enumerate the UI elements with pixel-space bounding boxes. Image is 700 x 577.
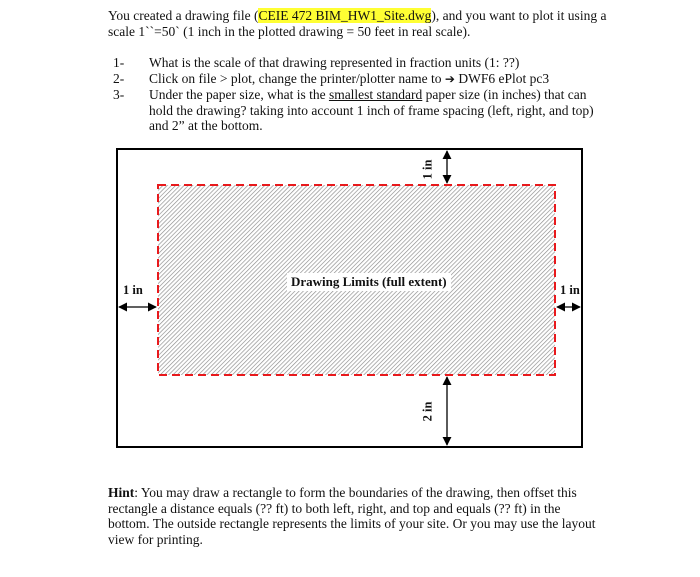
intro-text-before: You created a drawing file ( <box>108 8 259 23</box>
intro-text-after: ), and you want to plot it using a scale 1``=50` (1 inch in the plotted drawing = 50 feet in real scale). <box>108 8 607 39</box>
question-text-before: Under the paper size, what is the <box>149 87 329 102</box>
question-text-after: DWF6 ePlot pc3 <box>454 70 550 86</box>
hint-paragraph <box>108 485 598 547</box>
question-text-after: paper size (in inches) that can hold the drawing? taking into account 1 inch of frame spacing (left, right, and top) and 2” at the bottom. <box>149 87 594 133</box>
question-number: 2- <box>113 70 125 86</box>
right-arrow-icon: ➔ <box>444 71 455 86</box>
hint-label: Hint <box>108 485 135 500</box>
question-text: What is the scale of that drawing represented in fraction units (1: ??) <box>149 55 520 70</box>
underlined-text: smallest standard <box>328 87 423 102</box>
hint-text: : You may draw a rectangle to form the boundaries of the drawing, then offset this rectangle a distance equals (?? ft) to both left, right, and top and equals (?? ft) in the bottom. The outside rectangle represents the limits of your site. Or you may use the layout view for printing. <box>108 485 596 547</box>
top-dimension-label: 1 in <box>420 159 435 180</box>
left-dimension-label: 1 in <box>123 283 143 297</box>
question-number: 3- <box>113 87 125 102</box>
highlighted-filename: CEIE 472 BIM_HW1_Site.dwg <box>258 8 432 23</box>
question-text-before: Click on file > plot, change the printer/plotter name to <box>149 70 445 86</box>
question-number: 1- <box>113 55 125 70</box>
drawing-limits-label: Drawing Limits (full extent) <box>287 273 451 291</box>
right-dimension-label: 1 in <box>560 283 580 297</box>
bottom-dimension-label: 2 in <box>420 401 435 422</box>
